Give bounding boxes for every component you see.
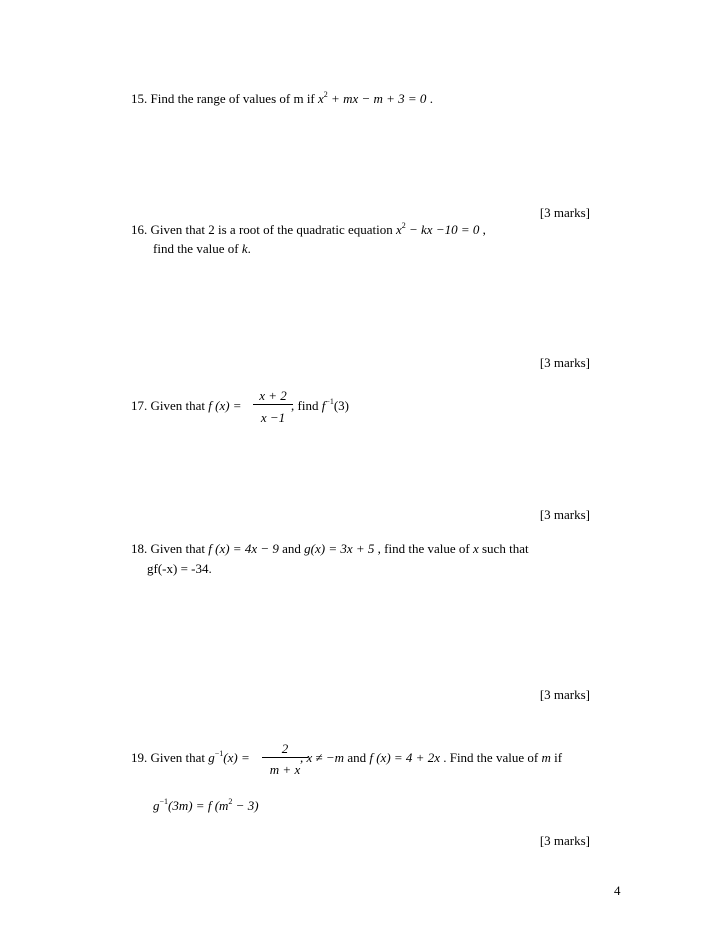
q17-fraction-bar — [253, 404, 293, 405]
q16-eq: − kx −10 = 0 — [409, 222, 480, 237]
q16-text: 16. Given that 2 is a root of the quadratic equation — [131, 222, 393, 237]
q19-and: and — [347, 750, 367, 765]
q15-marks: [3 marks] — [539, 205, 590, 220]
q18-tail-end: such that — [482, 541, 529, 556]
q17-denominator: x −1 — [260, 410, 286, 425]
q18-line1 — [131, 542, 529, 555]
q19-line1-tail — [300, 751, 562, 764]
q18-and: and — [282, 541, 301, 556]
q17-line — [131, 399, 242, 412]
q17-text: 17. Given that — [131, 398, 206, 413]
q19-text: 19. Given that — [131, 750, 206, 765]
q17-inv-sup: −1 — [325, 397, 334, 406]
q16-line2 — [153, 242, 251, 255]
q19-denominator: m + x — [269, 762, 301, 777]
q18-text: 18. Given that — [131, 541, 206, 556]
q17-lhs: f (x) = — [208, 398, 242, 413]
q19-l2-g: g — [153, 798, 160, 813]
q19-line1 — [131, 751, 250, 764]
q19-g-sup: −1 — [214, 749, 224, 758]
q18-tail-x: x — [472, 541, 479, 556]
q15-eq-end: . — [429, 91, 433, 106]
q16-line2-end: . — [247, 241, 251, 256]
q19-l2-sup2: 2 — [228, 797, 233, 806]
q15-line — [131, 92, 433, 105]
q17-inv-f: f — [321, 398, 326, 413]
q19-l2-sup: −1 — [159, 797, 169, 806]
q19-tail-end: if — [554, 750, 563, 765]
q19-cond: , x ≠ −m — [300, 750, 345, 765]
page-number: 4 — [614, 883, 621, 898]
q19-tail-m: m — [541, 750, 551, 765]
q16-eq-end: , — [482, 222, 486, 237]
q18-f-def: f (x) = 4x − 9 — [208, 541, 279, 556]
q16-eq-sup: 2 — [401, 221, 406, 230]
q16-line2-text: find the value of — [153, 241, 239, 256]
q16-line1 — [131, 223, 486, 236]
q19-line2 — [153, 799, 259, 812]
q17-mid: , find — [291, 398, 319, 413]
q18-tail: , find the value of — [377, 541, 470, 556]
q16-marks: [3 marks] — [539, 355, 590, 370]
q16-line2-k: k — [241, 241, 248, 256]
q19-l2-mid: (3m) = f (m — [168, 798, 229, 813]
q18-marks: [3 marks] — [539, 687, 590, 702]
q19-g-arg: (x) = — [223, 750, 250, 765]
q18-line2: gf(-x) = -34. — [147, 561, 212, 576]
q18-g-def: g(x) = 3x + 5 — [304, 541, 375, 556]
q17-marks: [3 marks] — [539, 507, 590, 522]
q15-eq: + mx − m + 3 = 0 — [331, 91, 427, 106]
q15-eq-sup: 2 — [323, 90, 328, 99]
q16-eq-x: x — [395, 222, 402, 237]
q15-text: 15. Find the range of values of m if — [131, 91, 315, 106]
q19-tail: . Find the value of — [443, 750, 539, 765]
q19-g: g — [208, 750, 215, 765]
q19-l2-end: − 3) — [235, 798, 259, 813]
q15-eq-x: x — [318, 91, 324, 106]
q19-f-def: f (x) = 4 + 2x — [369, 750, 440, 765]
q17-inv-arg: (3) — [333, 398, 350, 413]
q19-marks: [3 marks] — [539, 833, 590, 848]
q19-numerator: 2 — [281, 741, 289, 756]
q17-tail — [291, 399, 349, 412]
q17-numerator: x + 2 — [259, 388, 287, 403]
